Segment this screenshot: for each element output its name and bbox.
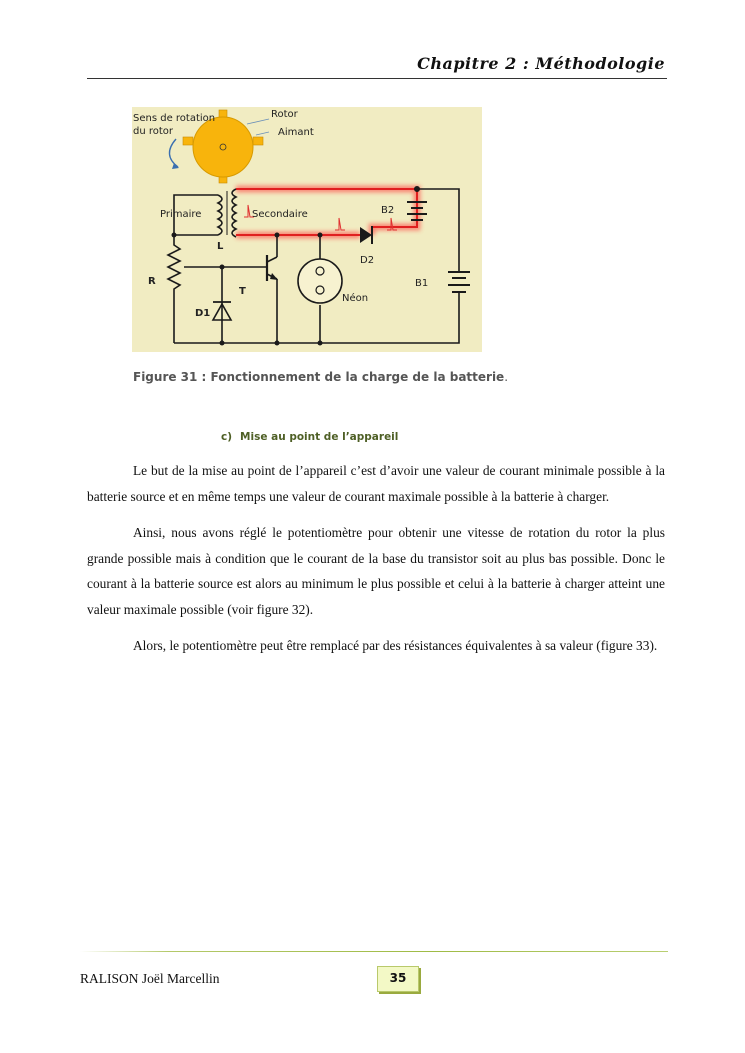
transistor-icon (267, 255, 278, 281)
label-L: L (217, 241, 224, 252)
rotation-arrow-icon (169, 139, 178, 167)
subsection-letter: c) (221, 431, 233, 443)
label-B2: B2 (381, 205, 395, 216)
subsection-title: Mise au point de l’appareil (240, 431, 399, 443)
label-rotor: Rotor (271, 109, 298, 120)
neon-lamp-icon (298, 259, 342, 303)
label-primaire: Primaire (160, 209, 202, 220)
label-R: R (148, 276, 156, 287)
aimant-pointer (256, 132, 269, 135)
label-secondaire: Secondaire (252, 209, 308, 220)
paragraph: Ainsi, nous avons réglé le potentiomètre pour obtenir une vitesse de rotation du rotor la plus grande possible mais à condition que le courant de la base du transistor soit au plus bas possible. Donc le courant à la batterie source est alors au minimum le plus possible et celui à la batterie à charger atteint une valeur maximale possible (voir figure 32). (87, 525, 665, 617)
page-number: 35 (377, 966, 419, 992)
label-du-rotor: du rotor (133, 126, 174, 137)
rotor-pointer (247, 119, 269, 124)
figure-caption (133, 370, 508, 384)
footer-rule (80, 951, 668, 952)
body-text (87, 458, 665, 670)
label-neon: Néon (342, 293, 369, 304)
paragraph: Alors, le potentiomètre peut être remplacé par des résistances équivalentes à sa valeur (figure 33). (133, 638, 658, 653)
label-sens-rotation: Sens de rotation (133, 113, 216, 124)
label-B1: B1 (415, 278, 429, 289)
subsection-heading (221, 431, 398, 443)
label-D1: D1 (195, 308, 211, 319)
header-rule (87, 78, 667, 79)
label-T: T (239, 286, 246, 297)
caption-text: Figure 31 : Fonctionnement de la charge de la batterie (133, 370, 505, 384)
arrow-head-icon (172, 163, 179, 169)
battery-b1-icon (448, 272, 470, 292)
paragraph: Le but de la mise au point de l’appareil c’est d’avoir une valeur de courant minimale possible à la batterie source et en même temps une valeur de courant maximale possible à la batterie à charger. (87, 463, 665, 504)
circuit-diagram (132, 107, 482, 352)
footer-author: RALISON Joël Marcellin (80, 971, 220, 986)
label-aimant: Aimant (278, 127, 314, 138)
circuit-figure (132, 107, 482, 352)
label-D2: D2 (360, 255, 375, 266)
caption-period: . (504, 370, 509, 384)
chapter-title: Chapitre 2 : Méthodologie (417, 54, 665, 73)
secondary-coil-icon (232, 189, 236, 237)
